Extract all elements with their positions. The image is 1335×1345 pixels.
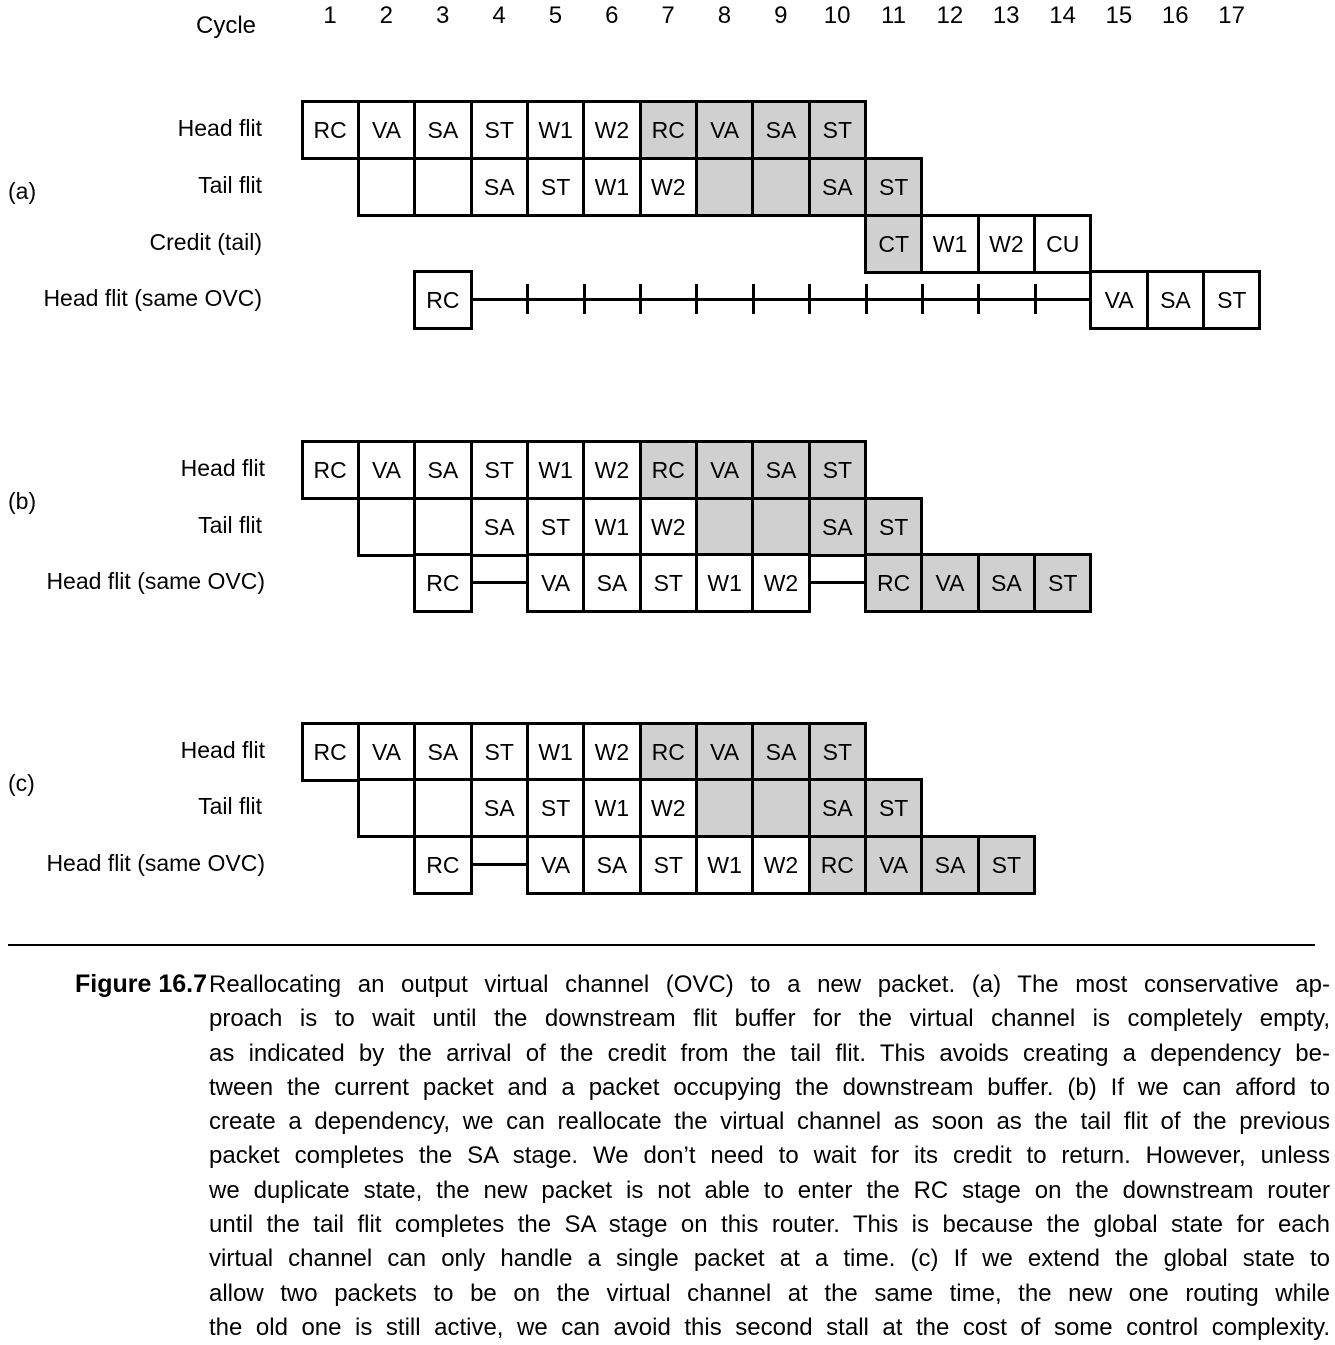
pipeline-stage-cell	[357, 497, 416, 557]
stage-label: W1	[932, 230, 968, 257]
stage-label: RC	[426, 851, 460, 878]
wait-tick	[977, 284, 980, 314]
pipeline-stage-cell	[582, 100, 641, 160]
stage-label: W2	[651, 794, 686, 821]
pipeline-stage-cell	[808, 100, 867, 160]
row-label: Tail flit	[198, 172, 262, 198]
row-label: Head flit	[180, 737, 265, 763]
stage-label: W2	[594, 456, 630, 483]
pipeline-stage-cell	[526, 835, 585, 895]
stage-label: W1	[594, 173, 630, 200]
wait-tick	[921, 284, 924, 314]
divider	[8, 944, 1315, 946]
stage-label: VA	[879, 851, 909, 878]
cycle-number: 13	[992, 2, 1020, 29]
pipeline-stage-cell	[1089, 270, 1148, 330]
caption-line: tween the current packet and a packet occupying the downstream buffer. (b) If we can afford to	[209, 1073, 1330, 1101]
wait-line	[809, 581, 865, 584]
stage-label: W2	[651, 173, 686, 200]
stage-label: SA	[483, 513, 515, 540]
pipeline-stage-cell	[808, 440, 867, 500]
pipeline-stage-cell	[582, 440, 641, 500]
figure-label: Figure 16.7	[75, 970, 207, 998]
pipeline-stage-cell	[920, 214, 979, 274]
cycle-number: 4	[492, 2, 506, 29]
stage-label: ST	[484, 116, 514, 143]
row-label: Head flit (same OVC)	[46, 568, 265, 594]
stage-label: RC	[877, 569, 911, 596]
pipeline-stage-cell	[808, 835, 867, 895]
pipeline-stage-cell	[751, 497, 810, 557]
pipeline-stage-cell	[526, 440, 585, 500]
cycle-number: 3	[436, 2, 450, 29]
stage-label: VA	[372, 116, 401, 143]
pipeline-stage-cell	[920, 835, 979, 895]
stage-label: ST	[540, 173, 571, 200]
cycle-number: 6	[605, 2, 619, 29]
stage-label: W1	[538, 116, 573, 143]
pipeline-stage-cell	[1202, 270, 1261, 330]
pipeline-stage-cell	[808, 497, 867, 557]
stage-label: VA	[710, 116, 740, 143]
pipeline-stage-cell	[695, 440, 754, 500]
cycle-number: 14	[1049, 2, 1076, 29]
pipeline-stage-cell	[695, 157, 754, 217]
stage-label: RC	[651, 738, 685, 765]
pipeline-stage-cell	[357, 440, 416, 500]
stage-label: SA	[596, 851, 628, 878]
pipeline-stage-cell	[526, 722, 585, 782]
stage-label: W1	[594, 513, 630, 540]
pipeline-stage-cell	[864, 778, 923, 838]
cycle-label: Cycle	[196, 12, 257, 39]
row-label: Head flit	[180, 455, 265, 481]
stage-label: W2	[594, 738, 630, 765]
wait-tick	[1034, 284, 1037, 314]
cycle-number: 9	[774, 2, 788, 29]
stage-label: SA	[765, 116, 797, 143]
stage-label: ST	[822, 116, 852, 143]
pipeline-stage-cell	[582, 553, 641, 613]
caption-line: the old one is still active, we can avoid this second stall at the cost of some control complexity.	[209, 1313, 1330, 1341]
caption-line: proach is to wait until the downstream flit buffer for the virtual channel is completely empty,	[209, 1005, 1330, 1033]
pipeline-stage-cell	[751, 100, 810, 160]
stage-label: VA	[935, 569, 965, 596]
caption-line: we duplicate state, the new packet is not able to enter the RC stage on the downstream router	[209, 1176, 1330, 1204]
stage-label: VA	[372, 738, 401, 765]
pipeline-stage-cell	[695, 722, 754, 782]
pipeline-stage-cell	[639, 778, 698, 838]
cycle-number: 10	[823, 2, 851, 29]
stage-label: VA	[372, 456, 401, 483]
pipeline-stage-cell	[751, 778, 810, 838]
pipeline-stage-cell	[413, 100, 472, 160]
caption-line: as indicated by the arrival of the credit from the tail flit. This avoids creating a dependency be-	[209, 1039, 1330, 1067]
stage-label: SA	[821, 173, 853, 200]
pipeline-stage-cell	[413, 497, 472, 557]
stage-label: W2	[763, 569, 799, 596]
wait-tick	[752, 284, 755, 314]
stage-label: RC	[651, 456, 685, 483]
stage-label: SA	[765, 738, 797, 765]
stage-label: ST	[991, 851, 1022, 878]
pipeline-stage-cell	[977, 214, 1036, 274]
stage-label: RC	[426, 569, 460, 596]
pipeline-stage-cell	[695, 497, 754, 557]
pipeline-stage-cell	[526, 497, 585, 557]
pipeline-stage-cell	[301, 100, 360, 160]
stage-label: SA	[821, 513, 853, 540]
stage-label: W1	[594, 794, 630, 821]
stage-label: SA	[427, 116, 459, 143]
stage-label: ST	[1217, 286, 1247, 313]
wait-tick	[526, 284, 529, 314]
pipeline-stage-cell	[639, 440, 698, 500]
pipeline-stage-cell	[413, 157, 472, 217]
pipeline-stage-cell	[808, 157, 867, 217]
pipeline-stage-cell	[695, 778, 754, 838]
panel-label: (b)	[8, 488, 37, 514]
stage-label: ST	[878, 173, 909, 200]
pipeline-stage-cell	[301, 440, 360, 500]
pipeline-stage-cell	[751, 553, 810, 613]
row-label: Head flit (same OVC)	[46, 850, 265, 876]
pipeline-stage-cell	[526, 157, 585, 217]
pipeline-stage-cell	[1033, 553, 1092, 613]
stage-label: ST	[1048, 569, 1078, 596]
wait-line	[471, 298, 1091, 301]
pipeline-stage-cell	[695, 835, 754, 895]
pipeline-stage-cell	[582, 157, 641, 217]
pipeline-stage-cell	[695, 100, 754, 160]
stage-label: SA	[991, 569, 1022, 596]
pipeline-stage-cell	[413, 835, 472, 895]
pipeline-stage-cell	[639, 553, 698, 613]
pipeline-stage-cell	[751, 440, 810, 500]
pipeline-stage-cell	[582, 835, 641, 895]
cycle-number: 12	[936, 2, 964, 29]
caption-line: allow two packets to be on the virtual channel at the same time, the new one routing while	[209, 1279, 1330, 1307]
stage-label: SA	[427, 456, 459, 483]
pipeline-stage-cell	[1146, 270, 1205, 330]
stage-label: RC	[426, 286, 460, 313]
row-label: Tail flit	[198, 793, 262, 819]
row-label: Head flit	[177, 115, 262, 141]
pipeline-stage-cell	[301, 722, 360, 782]
pipeline-stage-cell	[977, 835, 1036, 895]
cycle-number: 17	[1218, 2, 1245, 29]
stage-label: RC	[820, 851, 854, 878]
pipeline-stage-cell	[470, 157, 529, 217]
stage-label: SA	[1160, 286, 1191, 313]
cycle-number: 5	[548, 2, 563, 29]
caption-line: create a dependency, we can reallocate the virtual channel as soon as the tail flit of the previous	[209, 1108, 1330, 1136]
stage-label: ST	[540, 513, 571, 540]
stage-label: ST	[653, 569, 683, 596]
caption-line: virtual channel can only handle a single packet at a time. (c) If we extend the global state to	[209, 1245, 1330, 1273]
stage-label: W1	[538, 456, 573, 483]
cycle-number: 15	[1105, 2, 1133, 29]
cycle-number: 7	[661, 2, 675, 29]
pipeline-stage-cell	[864, 497, 923, 557]
pipeline-stage-cell	[695, 553, 754, 613]
stage-label: ST	[653, 851, 683, 878]
pipeline-stage-cell	[808, 722, 867, 782]
pipeline-stage-cell	[639, 722, 698, 782]
stage-label: SA	[427, 738, 459, 765]
pipeline-stage-cell	[357, 722, 416, 782]
pipeline-stage-cell	[413, 722, 472, 782]
wait-tick	[808, 284, 811, 314]
pipeline-stage-cell	[864, 835, 923, 895]
stage-label: SA	[483, 794, 515, 821]
pipeline-stage-cell	[470, 440, 529, 500]
wait-tick	[865, 284, 868, 314]
pipeline-stage-cell	[751, 157, 810, 217]
stage-label: VA	[1104, 286, 1134, 313]
stage-label: ST	[878, 794, 909, 821]
pipeline-stage-cell	[582, 722, 641, 782]
stage-label: ST	[822, 456, 852, 483]
pipeline-stage-cell	[413, 270, 472, 330]
pipeline-stage-cell	[526, 778, 585, 838]
pipeline-stage-cell	[639, 835, 698, 895]
pipeline-stage-cell	[1033, 214, 1092, 274]
row-label: Head flit (same OVC)	[43, 285, 262, 311]
stage-label: SA	[596, 569, 628, 596]
stage-label: ST	[484, 456, 514, 483]
stage-label: ST	[540, 794, 571, 821]
wait-tick	[639, 284, 642, 314]
pipeline-stage-cell	[470, 497, 529, 557]
wait-line	[471, 863, 527, 866]
pipeline-stage-cell	[582, 778, 641, 838]
stage-label: VA	[710, 456, 740, 483]
stage-label: VA	[710, 738, 740, 765]
pipeline-stage-cell	[413, 553, 472, 613]
pipeline-stage-cell	[357, 157, 416, 217]
pipeline-stage-cell	[977, 553, 1036, 613]
pipeline-stage-cell	[808, 778, 867, 838]
pipeline-stage-cell	[751, 722, 810, 782]
caption-line: Reallocating an output virtual channel (OVC) to a new packet. (a) The most conservative ap-	[209, 971, 1330, 998]
pipeline-stage-cell	[582, 497, 641, 557]
figure-caption	[209, 968, 1330, 1345]
pipeline-stage-cell	[751, 835, 810, 895]
stage-label: RC	[313, 738, 347, 765]
pipeline-stage-cell	[526, 100, 585, 160]
cycle-number: 2	[379, 2, 394, 29]
stage-label: RC	[313, 456, 347, 483]
pipeline-stage-cell	[864, 553, 923, 613]
stage-label: VA	[541, 569, 571, 596]
stage-label: CT	[878, 230, 909, 257]
pipeline-stage-cell	[639, 100, 698, 160]
wait-line	[471, 581, 527, 584]
panel-label: (c)	[8, 770, 35, 796]
stage-label: ST	[878, 513, 909, 540]
wait-tick	[695, 284, 698, 314]
panel-label: (a)	[8, 178, 37, 204]
stage-label: VA	[541, 851, 571, 878]
stage-label: W2	[651, 513, 686, 540]
stage-label: W1	[707, 569, 742, 596]
stage-label: W2	[989, 230, 1024, 257]
pipeline-stage-cell	[639, 157, 698, 217]
stage-label: ST	[484, 738, 514, 765]
pipeline-stage-cell	[470, 778, 529, 838]
pipeline-stage-cell	[470, 722, 529, 782]
row-label: Credit (tail)	[149, 229, 262, 255]
pipeline-stage-cell	[357, 778, 416, 838]
cycle-number: 11	[881, 2, 906, 29]
stage-label: W1	[707, 851, 742, 878]
stage-label: SA	[765, 456, 797, 483]
pipeline-stage-cell	[413, 440, 472, 500]
stage-label: SA	[821, 794, 853, 821]
pipeline-stage-cell	[413, 778, 472, 838]
wait-tick	[583, 284, 586, 314]
stage-label: ST	[822, 738, 852, 765]
stage-label: W2	[763, 851, 799, 878]
pipeline-stage-cell	[526, 553, 585, 613]
row-label: Tail flit	[198, 512, 262, 538]
pipeline-stage-cell	[864, 157, 923, 217]
cycle-number: 1	[323, 2, 337, 29]
caption-line: until the tail flit completes the SA stage on this router. This is because the global state for each	[209, 1211, 1330, 1239]
cycle-number: 16	[1161, 2, 1189, 29]
pipeline-stage-cell	[920, 553, 979, 613]
stage-label: CU	[1046, 230, 1080, 257]
stage-label: W2	[594, 116, 630, 143]
pipeline-stage-cell	[864, 214, 923, 274]
stage-label: RC	[651, 116, 685, 143]
pipeline-stage-cell	[639, 497, 698, 557]
stage-label: W1	[538, 738, 573, 765]
stage-label: RC	[313, 116, 347, 143]
cycle-number: 8	[717, 2, 732, 29]
pipeline-stage-cell	[470, 100, 529, 160]
stage-label: SA	[934, 851, 966, 878]
pipeline-stage-cell	[357, 100, 416, 160]
stage-label: SA	[483, 173, 515, 200]
caption-line: packet completes the SA stage. We don’t need to wait for its credit to return. However, unless	[209, 1142, 1330, 1170]
